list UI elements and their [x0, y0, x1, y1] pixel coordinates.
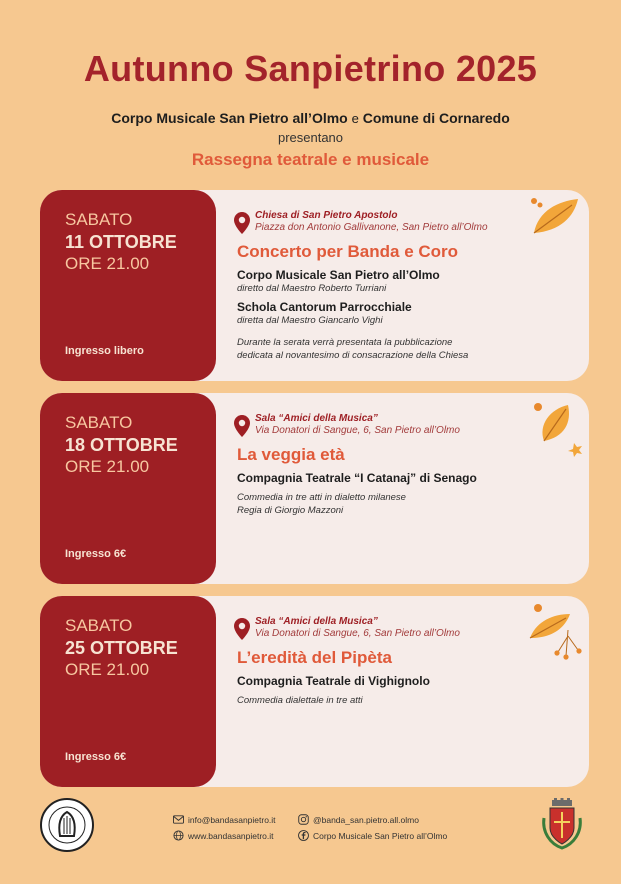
conjunction: e [351, 111, 359, 126]
performer: Schola Cantorum Parrocchiale [237, 300, 412, 314]
event-date: 11 OTTOBRE [65, 232, 177, 252]
entry-fee: Ingresso 6€ [65, 751, 127, 763]
event-note [237, 492, 567, 517]
band-logo-icon [40, 798, 94, 852]
event-series-subtitle: Rassegna teatrale e musicale [191, 150, 430, 169]
email-text: info@bandasanpietro.it [188, 814, 276, 825]
venue-address: Via Donatori di Sangue, 6, San Pietro all’Olmo [255, 425, 460, 436]
event-note [237, 695, 567, 708]
mail-icon [173, 814, 184, 825]
event-details [237, 674, 567, 708]
event-details [237, 471, 567, 517]
facebook-text: Corpo Musicale San Pietro all’Olmo [313, 830, 448, 841]
venue-address: Piazza don Antonio Gallivanone, San Pietro all’Olmo [255, 222, 488, 233]
date-panel [40, 393, 216, 584]
location-pin-icon [234, 618, 250, 640]
date-panel [40, 596, 216, 787]
venue-address: Via Donatori di Sangue, 6, San Pietro all’Olmo [255, 628, 460, 639]
conductor: diretto dal Maestro Roberto Turriani [237, 283, 387, 294]
municipality-crest-icon [540, 798, 584, 852]
facebook-link[interactable] [298, 830, 447, 841]
venue-block [255, 413, 460, 437]
instagram-text: @banda_san.pietro.all.olmo [313, 814, 419, 825]
email-contact[interactable] [173, 814, 276, 825]
venue-block [255, 210, 488, 234]
conductor: diretta dal Maestro Giancarlo Vighi [237, 315, 383, 326]
venue-name: Sala “Amici della Musica” [255, 616, 378, 627]
performer: Compagnia Teatrale di Vighignolo [237, 674, 430, 688]
note-line: Regia di Giorgio Mazzoni [237, 504, 344, 516]
note-line: Commedia in tre atti in dialetto milanese [237, 492, 406, 503]
event-time: ORE 21.00 [65, 660, 150, 679]
date-panel [40, 190, 216, 381]
event-card-1 [40, 190, 589, 381]
event-note [237, 337, 567, 362]
event-date: 18 OTTOBRE [65, 435, 178, 455]
event-card-3 [40, 596, 589, 787]
website-link[interactable] [173, 830, 274, 841]
location-pin-icon [234, 415, 250, 437]
venue-name: Sala “Amici della Musica” [255, 413, 378, 424]
venue-name: Chiesa di San Pietro Apostolo [255, 210, 398, 221]
note-line: Durante la serata verrà presentata la pubblicazione [237, 337, 453, 348]
presentano-text: presentano [277, 130, 344, 145]
performer: Corpo Musicale San Pietro all’Olmo [237, 268, 440, 282]
note-line: dedicata al novantesimo di consacrazione della Chiesa [237, 349, 469, 361]
organizer-municipality: Comune di Cornaredo [362, 110, 510, 126]
event-date: 25 OTTOBRE [65, 638, 178, 658]
website-text: www.bandasanpietro.it [188, 830, 274, 841]
event-title: L’eredità del Pipèta [237, 648, 392, 667]
event-title: Concerto per Banda e Coro [237, 242, 459, 261]
event-details [237, 268, 567, 362]
instagram-link[interactable] [298, 814, 419, 825]
autumn-leaf-icon [526, 600, 586, 662]
event-day: SABATO [65, 210, 133, 229]
note-line: Commedia dialettale in tre atti [237, 695, 363, 706]
globe-icon [173, 830, 184, 841]
event-title: La veggia età [237, 445, 345, 464]
event-card-2 [40, 393, 589, 584]
autumn-leaf-icon [528, 195, 584, 239]
autumn-leaf-icon [530, 397, 586, 459]
page-title: Autunno Sanpietrino 2025 [83, 48, 538, 89]
entry-fee: Ingresso 6€ [65, 548, 127, 560]
performer: Compagnia Teatrale “I Catanaj” di Senago [237, 471, 477, 485]
event-day: SABATO [65, 616, 133, 635]
location-pin-icon [234, 212, 250, 234]
event-day: SABATO [65, 413, 133, 432]
event-time: ORE 21.00 [65, 457, 150, 476]
event-time: ORE 21.00 [65, 254, 150, 273]
instagram-icon [298, 814, 309, 825]
facebook-icon [298, 830, 309, 841]
entry-fee: Ingresso libero [65, 345, 144, 357]
venue-block [255, 616, 460, 640]
organizer-band: Corpo Musicale San Pietro all’Olmo [111, 110, 348, 126]
footer [0, 798, 621, 858]
presenters-line [0, 110, 621, 126]
